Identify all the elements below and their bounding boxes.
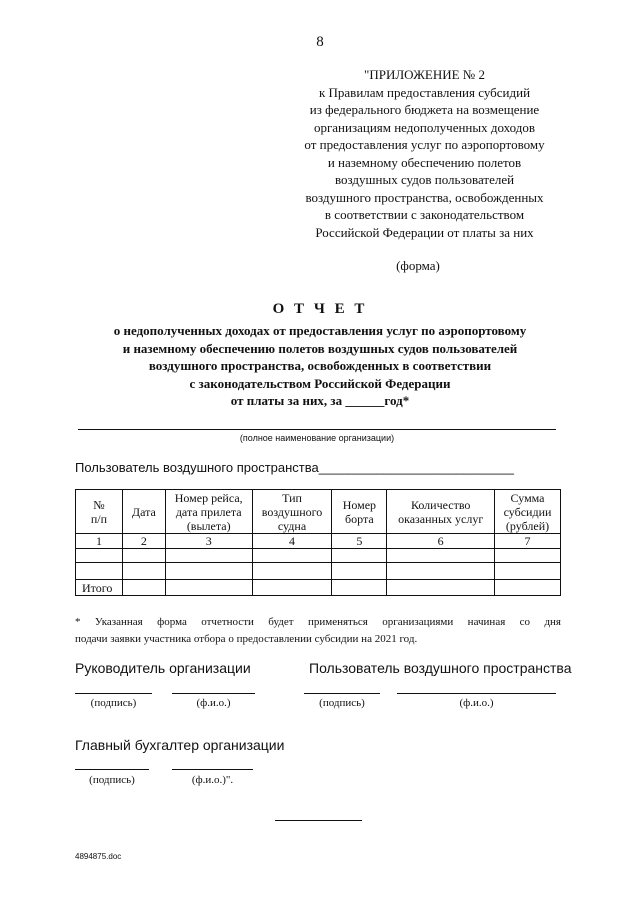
page-number: 8 — [316, 34, 324, 50]
appendix-line: организациям недополученных доходов — [313, 119, 536, 135]
appendix-line: воздушных судов пользователей — [334, 172, 515, 187]
accountant-fio-caption: (ф.и.о.)". — [191, 774, 234, 786]
user-fio-line[interactable] — [397, 693, 556, 694]
column-header-aircraft-type: Тип воздушного судна — [252, 490, 332, 534]
org-name-line[interactable] — [78, 429, 556, 430]
table-cell[interactable] — [165, 563, 252, 580]
table-cell[interactable] — [165, 549, 252, 563]
table-cell[interactable] — [332, 563, 387, 580]
airspace-user-field — [75, 460, 514, 475]
table-cell[interactable] — [387, 549, 495, 563]
column-header-flight: Номер рейса, дата прилета (вылета) — [165, 490, 252, 534]
head-signature-caption: (подпись) — [90, 697, 137, 709]
airspace-user-blank[interactable]: ___________________________ — [318, 460, 514, 475]
accountant-fio-line[interactable] — [172, 769, 253, 770]
accountant-signature-line[interactable] — [75, 769, 149, 770]
column-header-subsidy-amount: Сумма субсидии (рублей) — [495, 490, 561, 534]
head-signature-line[interactable] — [75, 693, 152, 694]
table-cell[interactable] — [332, 580, 387, 596]
closing-separator — [275, 820, 362, 821]
head-fio-caption: (ф.и.о.) — [196, 697, 231, 709]
total-label: Итого — [76, 580, 123, 596]
column-header-number: № п/п — [76, 490, 123, 534]
appendix-line: в соответствии с законодательством — [324, 207, 525, 222]
subtitle-line: и наземному обеспечению полетов воздушных судов пользователей — [122, 340, 518, 356]
table-cell[interactable] — [495, 563, 561, 580]
column-number: 1 — [76, 534, 123, 549]
table-cell[interactable] — [387, 580, 495, 596]
table-cell[interactable] — [165, 580, 252, 596]
column-header-tail-number: Номер борта — [332, 490, 387, 534]
table-cell[interactable] — [122, 549, 165, 563]
column-number: 6 — [387, 534, 495, 549]
appendix-line: и наземному обеспечению полетов — [327, 154, 522, 170]
column-number: 3 — [165, 534, 252, 549]
accountant-signature-caption: (подпись) — [89, 774, 135, 786]
appendix-line: к Правилам предоставления субсидий — [318, 84, 531, 100]
table-row — [76, 563, 561, 580]
table-cell[interactable] — [332, 549, 387, 563]
footnote-line: подачи заявки участника отбора о предоставлении субсидии на 2021 год. — [75, 633, 418, 645]
table-total-row — [76, 580, 561, 596]
appendix-line: воздушного пространства, освобожденных — [305, 189, 544, 205]
appendix-line: "ПРИЛОЖЕНИЕ № 2 — [364, 67, 485, 82]
report-title: О Т Ч Е Т — [272, 301, 368, 317]
table-cell[interactable] — [252, 580, 332, 596]
table-cell[interactable] — [495, 580, 561, 596]
subtitle-line: воздушного пространства, освобожденных в соответствии — [148, 358, 492, 373]
column-number: 7 — [495, 534, 561, 549]
chief-accountant-label: Главный бухгалтер организации — [75, 737, 285, 753]
airspace-user-label: Пользователь воздушного пространства — [75, 460, 319, 475]
appendix-header — [272, 66, 577, 241]
footnote — [75, 614, 561, 648]
subtitle-line: от платы за них, за ______год* — [230, 393, 410, 408]
footnote-line: * Указанная форма отчетности будет применяться организациями начиная со дня — [75, 616, 561, 628]
head-fio-line[interactable] — [172, 693, 255, 694]
table-row — [76, 549, 561, 563]
table-cell[interactable] — [76, 549, 123, 563]
table-cell[interactable] — [122, 580, 165, 596]
airspace-user-signature-label: Пользователь воздушного пространства — [309, 660, 572, 676]
column-number: 4 — [252, 534, 332, 549]
report-subtitle — [60, 322, 580, 410]
subtitle-line: с законодательством Российской Федерации — [189, 375, 451, 391]
column-header-services-count: Количество оказанных услуг — [387, 490, 495, 534]
form-label: (форма) — [396, 258, 440, 273]
appendix-line: от предоставления услуг по аэропортовому — [304, 137, 545, 152]
user-fio-caption: (ф.и.о.) — [459, 697, 494, 709]
subtitle-line: о недополученных доходах от предоставления услуг по аэропортовому — [113, 323, 527, 338]
table-header-row — [76, 490, 561, 534]
user-signature-caption: (подпись) — [319, 697, 365, 709]
column-number: 2 — [122, 534, 165, 549]
table-cell[interactable] — [252, 563, 332, 580]
user-signature-line[interactable] — [304, 693, 380, 694]
head-of-organization-label: Руководитель организации — [75, 660, 251, 676]
appendix-line: Российской Федерации от платы за них — [315, 224, 534, 240]
org-name-caption: (полное наименование организации) — [239, 433, 395, 443]
table-cell[interactable] — [76, 563, 123, 580]
table-cell[interactable] — [495, 549, 561, 563]
column-number: 5 — [332, 534, 387, 549]
appendix-line: из федерального бюджета на возмещение — [309, 102, 540, 117]
report-table — [75, 489, 561, 596]
table-cell[interactable] — [122, 563, 165, 580]
document-id: 4894875.doc — [75, 852, 122, 861]
table-cell[interactable] — [252, 549, 332, 563]
table-number-row — [76, 534, 561, 549]
table-cell[interactable] — [387, 563, 495, 580]
column-header-date: Дата — [122, 490, 165, 534]
